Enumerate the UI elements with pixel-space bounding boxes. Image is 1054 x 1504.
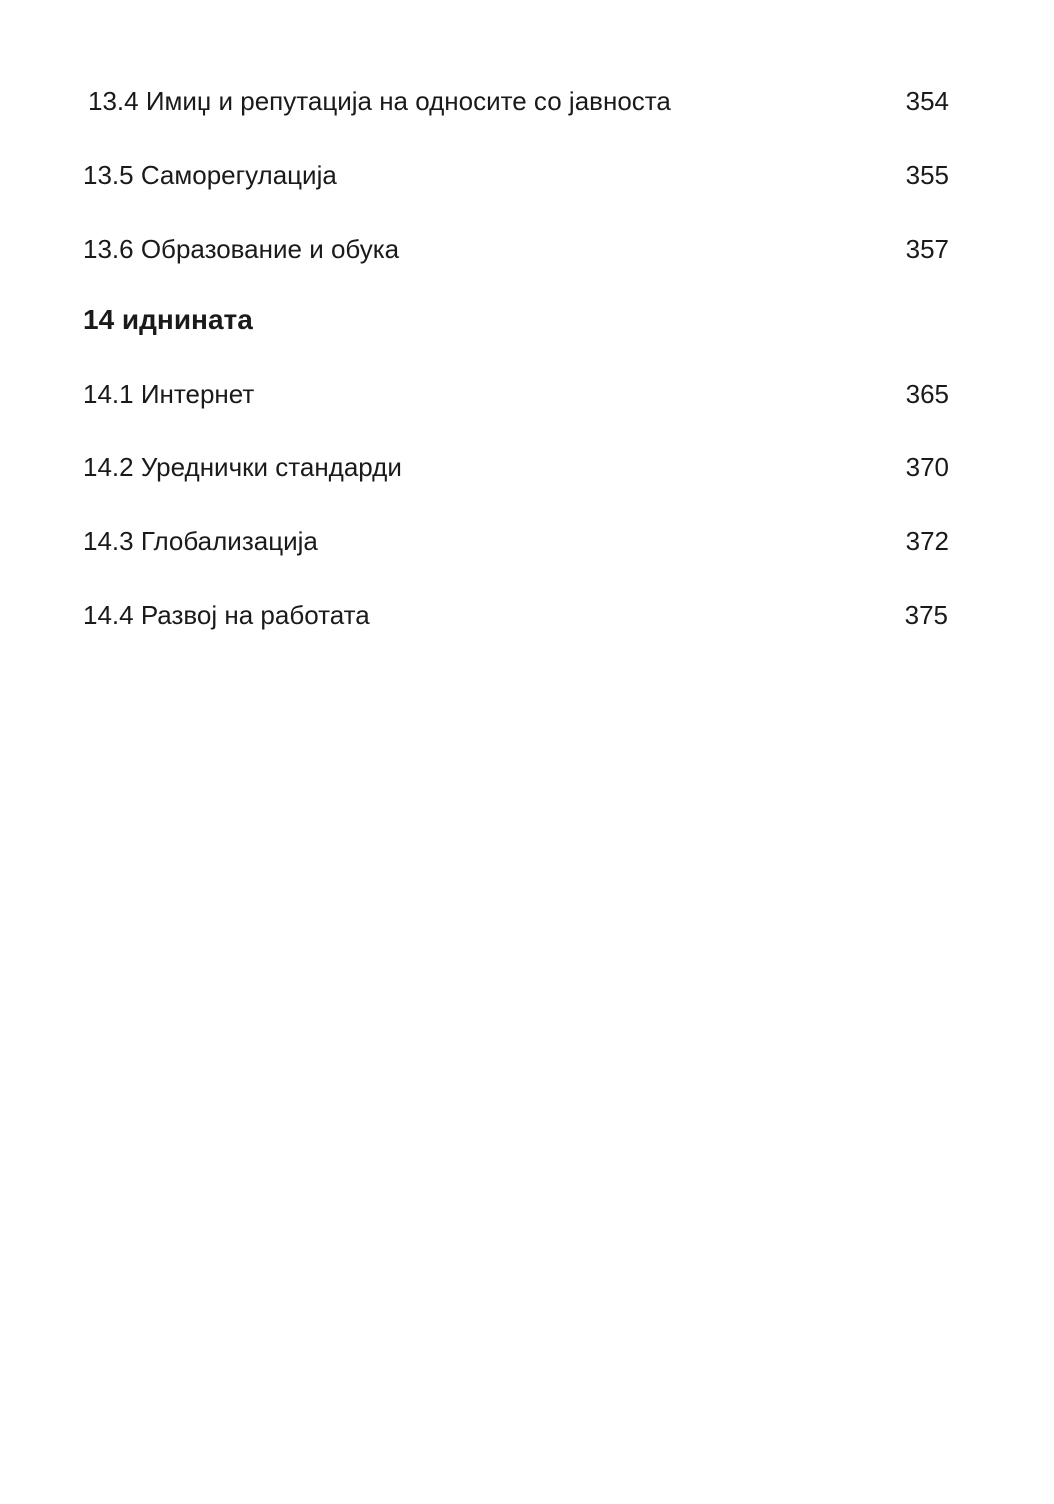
toc-entry-page: 372 xyxy=(905,526,949,556)
toc-entry xyxy=(83,81,949,121)
section-heading: 14 иднината xyxy=(83,304,253,335)
toc-entry-title: 13.5 Саморегулација xyxy=(83,160,337,190)
toc-entry-title: 14.1 Интернет xyxy=(83,379,255,409)
toc-entry-title: 14.2 Уреднички стандарди xyxy=(83,452,402,482)
toc-entry-title: 14.3 Глобализација xyxy=(83,526,318,556)
toc-entry-page: 375 xyxy=(904,600,948,630)
toc-entry xyxy=(83,155,949,195)
toc-entry-title: 13.6 Образование и обука xyxy=(83,234,400,264)
toc-entry-title: 13.4 Имиџ и репутација на односите со јавноста xyxy=(88,86,671,116)
toc-entry xyxy=(83,595,949,635)
toc-entry-title: 14.4 Развој на работата xyxy=(83,600,370,630)
toc-entry xyxy=(83,521,949,561)
toc-entry-page: 354 xyxy=(905,86,949,116)
toc-entry xyxy=(83,229,949,269)
toc-entry xyxy=(83,447,949,487)
toc-entry-page: 357 xyxy=(905,234,949,264)
toc-entry-page: 370 xyxy=(905,452,949,482)
toc-entry-page: 365 xyxy=(905,379,949,409)
toc-entry xyxy=(83,374,949,414)
toc-entry-page: 355 xyxy=(905,160,949,190)
